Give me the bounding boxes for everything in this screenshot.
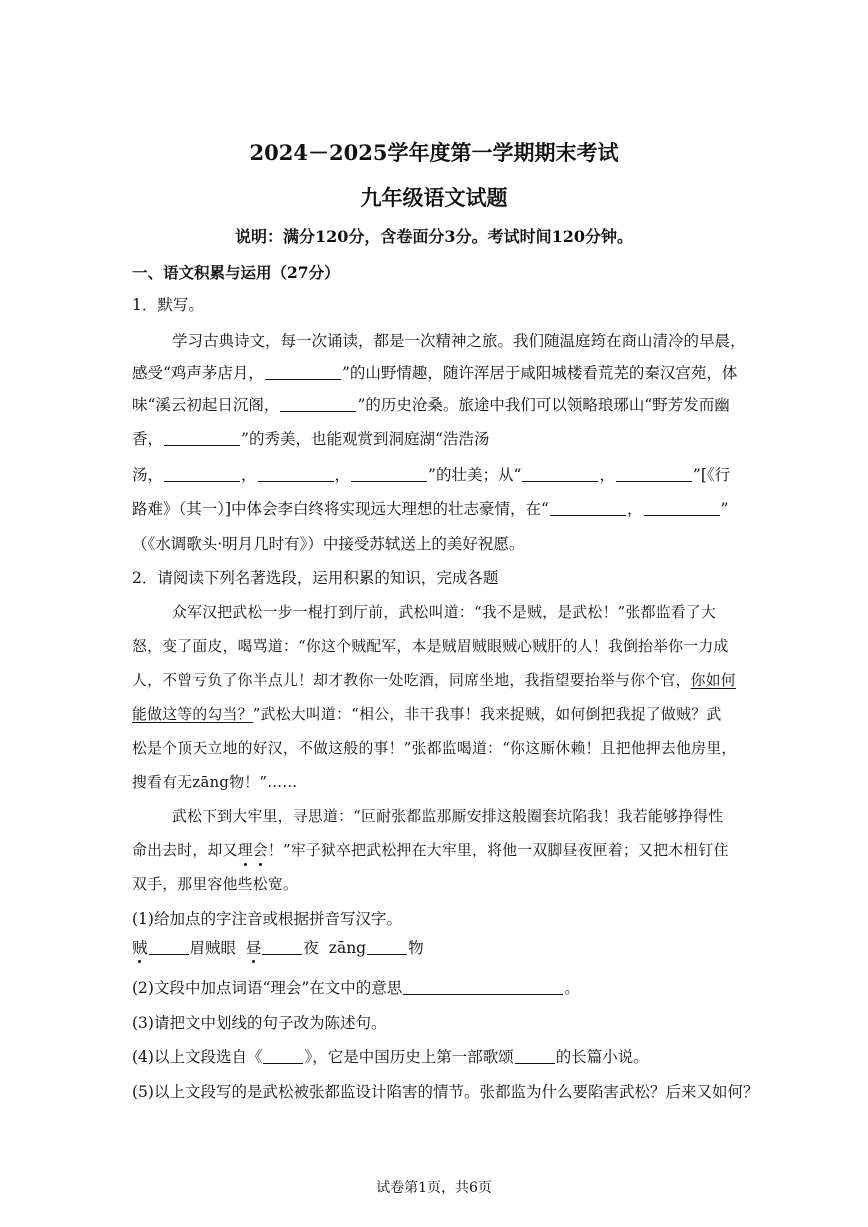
answer-blank[interactable] bbox=[258, 466, 334, 482]
excerpt-line-3: 人，不曾亏负了你半点儿！却才教你一处吃酒，同席坐地，我指望要抬举与你个官，你如何 bbox=[132, 672, 736, 689]
exam-subtitle: 九年级语文试题 bbox=[360, 185, 508, 210]
excerpt-line-6: 搜看有无zāng物！”…… bbox=[132, 774, 298, 791]
dotted-char: 会 bbox=[253, 840, 268, 862]
sub-question-4: (4)以上文段选自《 》，它是中国历史上第一部歌颂 的长篇小说。 bbox=[132, 1048, 649, 1066]
underlined-sentence: 你如何 bbox=[690, 672, 736, 689]
q1-line-7: （《水调歌头·明月几时有》）中接受苏轼送上的美好祝愿。 bbox=[132, 535, 525, 553]
answer-blank[interactable] bbox=[164, 430, 240, 446]
page-footer: 试卷第1页，共6页 bbox=[376, 1180, 492, 1196]
excerpt-line-2: 怒，变了面皮，喝骂道：“你这个贼配军，本是贼眉贼眼贼心贼肝的人！我倒抬举你一力成 bbox=[132, 638, 729, 655]
answer-blank[interactable] bbox=[263, 1048, 303, 1064]
sub-question-3: (3)请把文中划线的句子改为陈述句。 bbox=[132, 1014, 387, 1032]
answer-blank[interactable] bbox=[280, 396, 356, 412]
underlined-sentence: 能做这等的勾当？ bbox=[132, 706, 253, 723]
sub-question-5: (5)以上文段写的是武松被张都监设计陷害的情节。张都监为什么要陷害武松？后来又如何？ bbox=[132, 1083, 759, 1101]
sub-question-1: (1)给加点的字注音或根据拼音写汉字。 bbox=[132, 910, 402, 928]
answer-blank[interactable] bbox=[351, 466, 427, 482]
excerpt-line-9: 双手，那里容他些松宽。 bbox=[132, 876, 299, 893]
section-heading: 一、语文积累与运用（27分） bbox=[132, 263, 340, 282]
excerpt-line-8: 命出去时，却又理会！”牢子狱卒把武松押在大牢里，将他一双脚昼夜匣着；又把木杻钉住 bbox=[132, 840, 752, 862]
answer-blank[interactable] bbox=[403, 979, 563, 995]
answer-blank[interactable] bbox=[550, 500, 626, 516]
answer-blank[interactable] bbox=[265, 364, 341, 380]
answer-blank[interactable] bbox=[262, 939, 302, 955]
answer-blank[interactable] bbox=[149, 939, 189, 955]
question-1-label: 1．默写。 bbox=[132, 296, 204, 314]
answer-blank[interactable] bbox=[164, 466, 240, 482]
question-2-label: 2．请阅读下列名著选段，运用积累的知识，完成各题 bbox=[132, 569, 499, 587]
answer-blank[interactable] bbox=[367, 939, 407, 955]
dotted-char: 理 bbox=[238, 840, 253, 862]
answer-blank[interactable] bbox=[515, 1048, 555, 1064]
answer-blank[interactable] bbox=[616, 466, 692, 482]
excerpt-line-1: 众军汉把武松一步一棍打到厅前，武松叫道：“我不是贼，是武松！”张都监看了大 bbox=[172, 604, 717, 621]
q1-line-1: 学习古典诗文，每一次诵读，都是一次精神之旅。我们随温庭筠在商山清冷的早晨， bbox=[172, 332, 746, 350]
excerpt-line-5: 松是个顶天立地的好汉，不做这般的事！”张都监喝道：“你这厮休赖！且把他押去他房里， bbox=[132, 740, 737, 757]
q1-line-3: 味“溪云初起日沉阁， ”的历史沧桑。旅途中我们可以领略琅琊山“野芳发而幽 bbox=[132, 396, 730, 414]
sub-question-1-items: 贼 眉贼眼 昼 夜 zāng 物 bbox=[132, 939, 424, 957]
excerpt-line-4: 能做这等的勾当？”武松大叫道：“相公，非干我事！我来捉贼，如何倒把我捉了做贼？武 bbox=[132, 706, 722, 723]
q1-line-2: 感受“鸡声茅店月， ”的山野情趣，随许浑居于咸阳城楼看荒芜的秦汉宫苑，体 bbox=[132, 364, 738, 382]
q1-line-6: 路难》（其一）]中体会李白终将实现远大理想的壮志豪情，在“ ， ” bbox=[132, 500, 729, 518]
q1-line-4: 香， ”的秀美，也能观赏到洞庭湖“浩浩汤 bbox=[132, 430, 490, 448]
exam-title: 2024－2025学年度第一学期期末考试 bbox=[249, 140, 619, 165]
answer-blank[interactable] bbox=[644, 500, 720, 516]
answer-blank[interactable] bbox=[522, 466, 598, 482]
q1-line-5: 汤， ， ， ”的壮美；从“ ， ”[《行 bbox=[132, 466, 731, 484]
sub-question-2: (2)文段中加点词语“理会”在文中的意思 。 bbox=[132, 979, 580, 997]
excerpt-line-7: 武松下到大牢里，寻思道：“叵耐张都监那厮安排这般圈套坑陷我！我若能够挣得性 bbox=[172, 808, 724, 825]
exam-note: 说明：满分120分，含卷面分3分。考试时间120分钟。 bbox=[235, 227, 633, 246]
